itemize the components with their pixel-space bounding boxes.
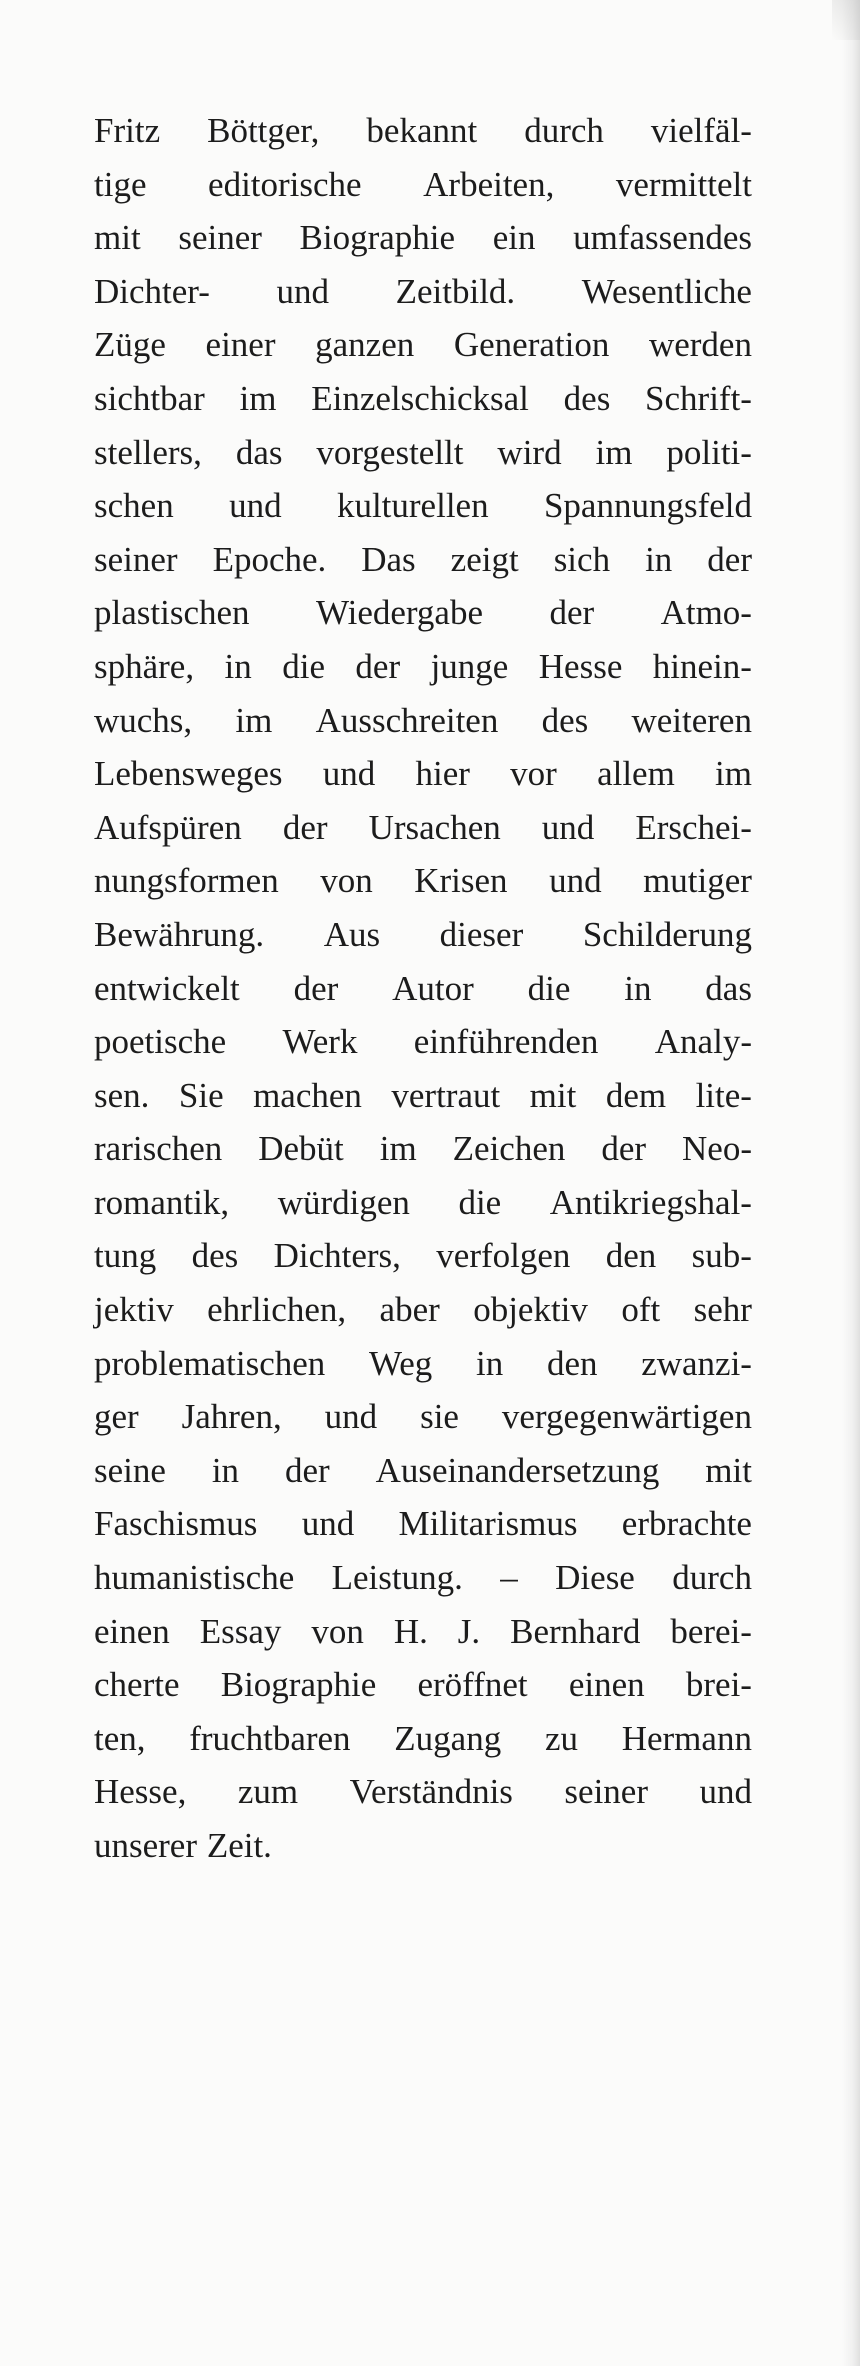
word: Erschei-	[635, 807, 752, 847]
word: einen	[568, 1665, 645, 1705]
text-line	[94, 372, 752, 426]
word: entwickelt	[94, 968, 240, 1008]
word: Lebensweges	[94, 754, 283, 794]
text-line	[94, 1444, 752, 1498]
text-line	[94, 1658, 752, 1712]
word: Jahren,	[181, 1397, 282, 1437]
word: Das	[361, 539, 416, 579]
word: sub-	[691, 1236, 752, 1276]
word: ger	[94, 1397, 139, 1437]
word: Dichters,	[273, 1236, 401, 1276]
word: im	[595, 432, 633, 472]
word: Schrift-	[645, 378, 752, 418]
text-line	[94, 1069, 752, 1123]
word: Zeit.	[206, 1826, 272, 1865]
word: tung	[94, 1236, 157, 1276]
word: sehr	[693, 1290, 752, 1330]
word: Leistung.	[331, 1558, 463, 1598]
word: und	[324, 1397, 378, 1437]
word: hier	[415, 754, 470, 794]
text-line	[94, 1015, 752, 1069]
word: sen.	[94, 1075, 150, 1115]
word: zeigt	[450, 539, 519, 579]
word: Werk	[282, 1022, 358, 1062]
word: Wesentliche	[581, 271, 752, 311]
word: seiner	[178, 218, 262, 258]
word: Aus	[323, 914, 381, 954]
text-line	[94, 1283, 752, 1337]
word: nungsformen	[94, 861, 279, 901]
word: Auseinandersetzung	[375, 1450, 660, 1490]
text-line	[94, 104, 752, 158]
word: Fritz	[94, 111, 161, 150]
word: in	[476, 1343, 504, 1383]
word: editorische	[208, 164, 362, 204]
word: romantik,	[94, 1182, 230, 1222]
word: das	[235, 432, 283, 472]
word: seine	[94, 1450, 166, 1490]
word: im	[235, 700, 273, 740]
word: von	[320, 861, 373, 901]
text-line	[94, 1497, 752, 1551]
text-line	[94, 1551, 752, 1605]
text-line	[94, 586, 752, 640]
word: ehrlichen,	[207, 1290, 347, 1330]
text-line	[94, 1229, 752, 1283]
text-line	[94, 640, 752, 694]
word: der	[282, 807, 328, 847]
word: mutiger	[643, 861, 752, 901]
text-line	[94, 318, 752, 372]
word: einen	[94, 1611, 170, 1651]
word: zum	[237, 1772, 299, 1812]
word: vertraut	[391, 1075, 501, 1115]
text-line	[94, 1765, 752, 1819]
word: die	[282, 646, 325, 686]
word: lite-	[695, 1075, 752, 1115]
page-edge-shadow	[842, 0, 860, 2366]
word: berei-	[670, 1611, 752, 1651]
word: ten,	[94, 1718, 146, 1758]
word: Atmo-	[660, 593, 752, 633]
word: würdigen	[277, 1182, 410, 1222]
word: stellers,	[94, 432, 202, 472]
word: Bernhard	[510, 1611, 641, 1651]
word: Zeichen	[452, 1129, 566, 1169]
word: vorgestellt	[316, 432, 464, 472]
word: Debüt	[258, 1129, 344, 1169]
word: die	[527, 968, 571, 1008]
word: Neo-	[682, 1129, 752, 1169]
word: H.	[393, 1611, 428, 1651]
text-line	[94, 1176, 752, 1230]
word: aber	[379, 1290, 440, 1330]
word: sichtbar	[94, 378, 205, 418]
word: brei-	[685, 1665, 752, 1705]
word: in	[224, 646, 252, 686]
word: in	[624, 968, 652, 1008]
word: –	[500, 1558, 518, 1598]
word: und	[541, 807, 595, 847]
word: das	[705, 968, 752, 1008]
word: zu	[544, 1718, 578, 1758]
word: der	[549, 593, 595, 633]
word: Spannungsfeld	[543, 486, 752, 526]
word: mit	[529, 1075, 577, 1115]
text-line	[94, 801, 752, 855]
word: Wiedergabe	[315, 593, 483, 633]
word: Ursachen	[368, 807, 501, 847]
word: Zugang	[394, 1718, 502, 1758]
word: im	[239, 378, 277, 418]
word: werden	[648, 325, 752, 365]
text-line	[94, 1819, 752, 1873]
word: Generation	[453, 325, 610, 365]
text-line	[94, 694, 752, 748]
text-line	[94, 1712, 752, 1766]
word: Militarismus	[398, 1504, 578, 1544]
word: zwanzi-	[641, 1343, 752, 1383]
word: im	[379, 1129, 417, 1169]
word: der	[284, 1450, 330, 1490]
word: politi-	[666, 432, 752, 472]
word: poetische	[94, 1022, 227, 1062]
word: eröffnet	[417, 1665, 528, 1705]
word: dieser	[439, 914, 524, 954]
word: einführenden	[413, 1022, 599, 1062]
word: und	[322, 754, 376, 794]
text-line	[94, 158, 752, 212]
text-line	[94, 426, 752, 480]
word: in	[645, 539, 673, 579]
text-line	[94, 211, 752, 265]
word: vermittelt	[615, 164, 752, 204]
word: ein	[492, 218, 536, 258]
word: unserer	[94, 1826, 198, 1865]
word: Dichter-	[94, 271, 210, 311]
word: den	[546, 1343, 598, 1383]
word: vor	[510, 754, 557, 794]
word: Epoche.	[212, 539, 327, 579]
word: Antikriegshal-	[549, 1182, 752, 1222]
word: und	[699, 1772, 752, 1812]
word: sich	[553, 539, 611, 579]
word: und	[276, 271, 330, 311]
word: wuchs,	[94, 700, 193, 740]
word: im	[715, 754, 752, 794]
word: machen	[253, 1075, 362, 1115]
word: rarischen	[94, 1129, 223, 1169]
word: J.	[457, 1611, 481, 1651]
word: hinein-	[652, 646, 752, 686]
word: einer	[205, 325, 276, 365]
word: Aufspüren	[94, 807, 242, 847]
word: Arbeiten,	[423, 164, 555, 204]
page-corner-shade	[832, 0, 860, 40]
text-line	[94, 1605, 752, 1659]
word: Böttger,	[207, 111, 320, 150]
word: in	[211, 1450, 240, 1490]
word: Hesse	[538, 646, 623, 686]
word: Zeitbild.	[395, 271, 516, 311]
text-line	[94, 1337, 752, 1391]
word: Züge	[94, 325, 166, 365]
word: ganzen	[315, 325, 415, 365]
word: humanistische	[94, 1558, 295, 1598]
word: seiner	[564, 1772, 648, 1812]
word: oft	[621, 1290, 661, 1330]
word: problematischen	[94, 1343, 326, 1383]
word: mit	[94, 218, 141, 258]
text-line	[94, 1122, 752, 1176]
word: der	[601, 1129, 647, 1169]
word: Faschismus	[94, 1504, 258, 1544]
word: verfolgen	[436, 1236, 571, 1276]
word: und	[549, 861, 602, 901]
text-line	[94, 747, 752, 801]
word: seiner	[94, 539, 178, 579]
word: allem	[597, 754, 675, 794]
word: bekannt	[366, 111, 478, 150]
word: vielfäl-	[650, 111, 752, 150]
word: objektiv	[473, 1290, 588, 1330]
word: sphäre,	[94, 646, 195, 686]
word: des	[191, 1236, 239, 1276]
word: Weg	[369, 1343, 433, 1383]
word: durch	[524, 111, 604, 150]
word: plastischen	[94, 593, 250, 633]
word: Autor	[392, 968, 474, 1008]
word: Analy-	[654, 1022, 752, 1062]
word: junge	[430, 646, 509, 686]
word: Hesse,	[94, 1772, 187, 1812]
word: von	[311, 1611, 364, 1651]
word: tige	[94, 164, 147, 204]
text-line	[94, 479, 752, 533]
text-line	[94, 265, 752, 319]
word: der	[707, 539, 752, 579]
word: Sie	[178, 1075, 224, 1115]
word: Schilderung	[582, 914, 752, 954]
word: Krisen	[414, 861, 508, 901]
word: jektiv	[94, 1290, 174, 1330]
word: Ausschreiten	[315, 700, 499, 740]
word: cherte	[94, 1665, 180, 1705]
text-line	[94, 533, 752, 587]
word: und	[301, 1504, 355, 1544]
text-line	[94, 962, 752, 1016]
word: umfassendes	[573, 218, 752, 258]
description-paragraph	[94, 104, 752, 1873]
word: mit	[705, 1450, 752, 1490]
word: Verständnis	[349, 1772, 513, 1812]
word: dem	[605, 1075, 667, 1115]
word: der	[293, 968, 339, 1008]
word: Essay	[199, 1611, 282, 1651]
text-line	[94, 1390, 752, 1444]
word: kulturellen	[336, 486, 489, 526]
word: Hermann	[621, 1718, 752, 1758]
word: weiteren	[631, 700, 752, 740]
word: vergegenwärtigen	[501, 1397, 752, 1437]
word: des	[541, 700, 589, 740]
word: Biographie	[220, 1665, 377, 1705]
word: schen	[94, 486, 174, 526]
word: Biographie	[299, 218, 456, 258]
word: Diese	[555, 1558, 635, 1598]
word: fruchtbaren	[189, 1718, 351, 1758]
text-line	[94, 854, 752, 908]
word: Einzelschicksal	[311, 378, 529, 418]
word: Bewährung.	[94, 914, 265, 954]
word: den	[605, 1236, 657, 1276]
word: durch	[672, 1558, 752, 1598]
word: des	[563, 378, 611, 418]
text-line	[94, 908, 752, 962]
word: wird	[497, 432, 562, 472]
word: erbrachte	[621, 1504, 752, 1544]
word: die	[458, 1182, 502, 1222]
word: und	[229, 486, 282, 526]
word: sie	[420, 1397, 459, 1437]
word: der	[355, 646, 401, 686]
